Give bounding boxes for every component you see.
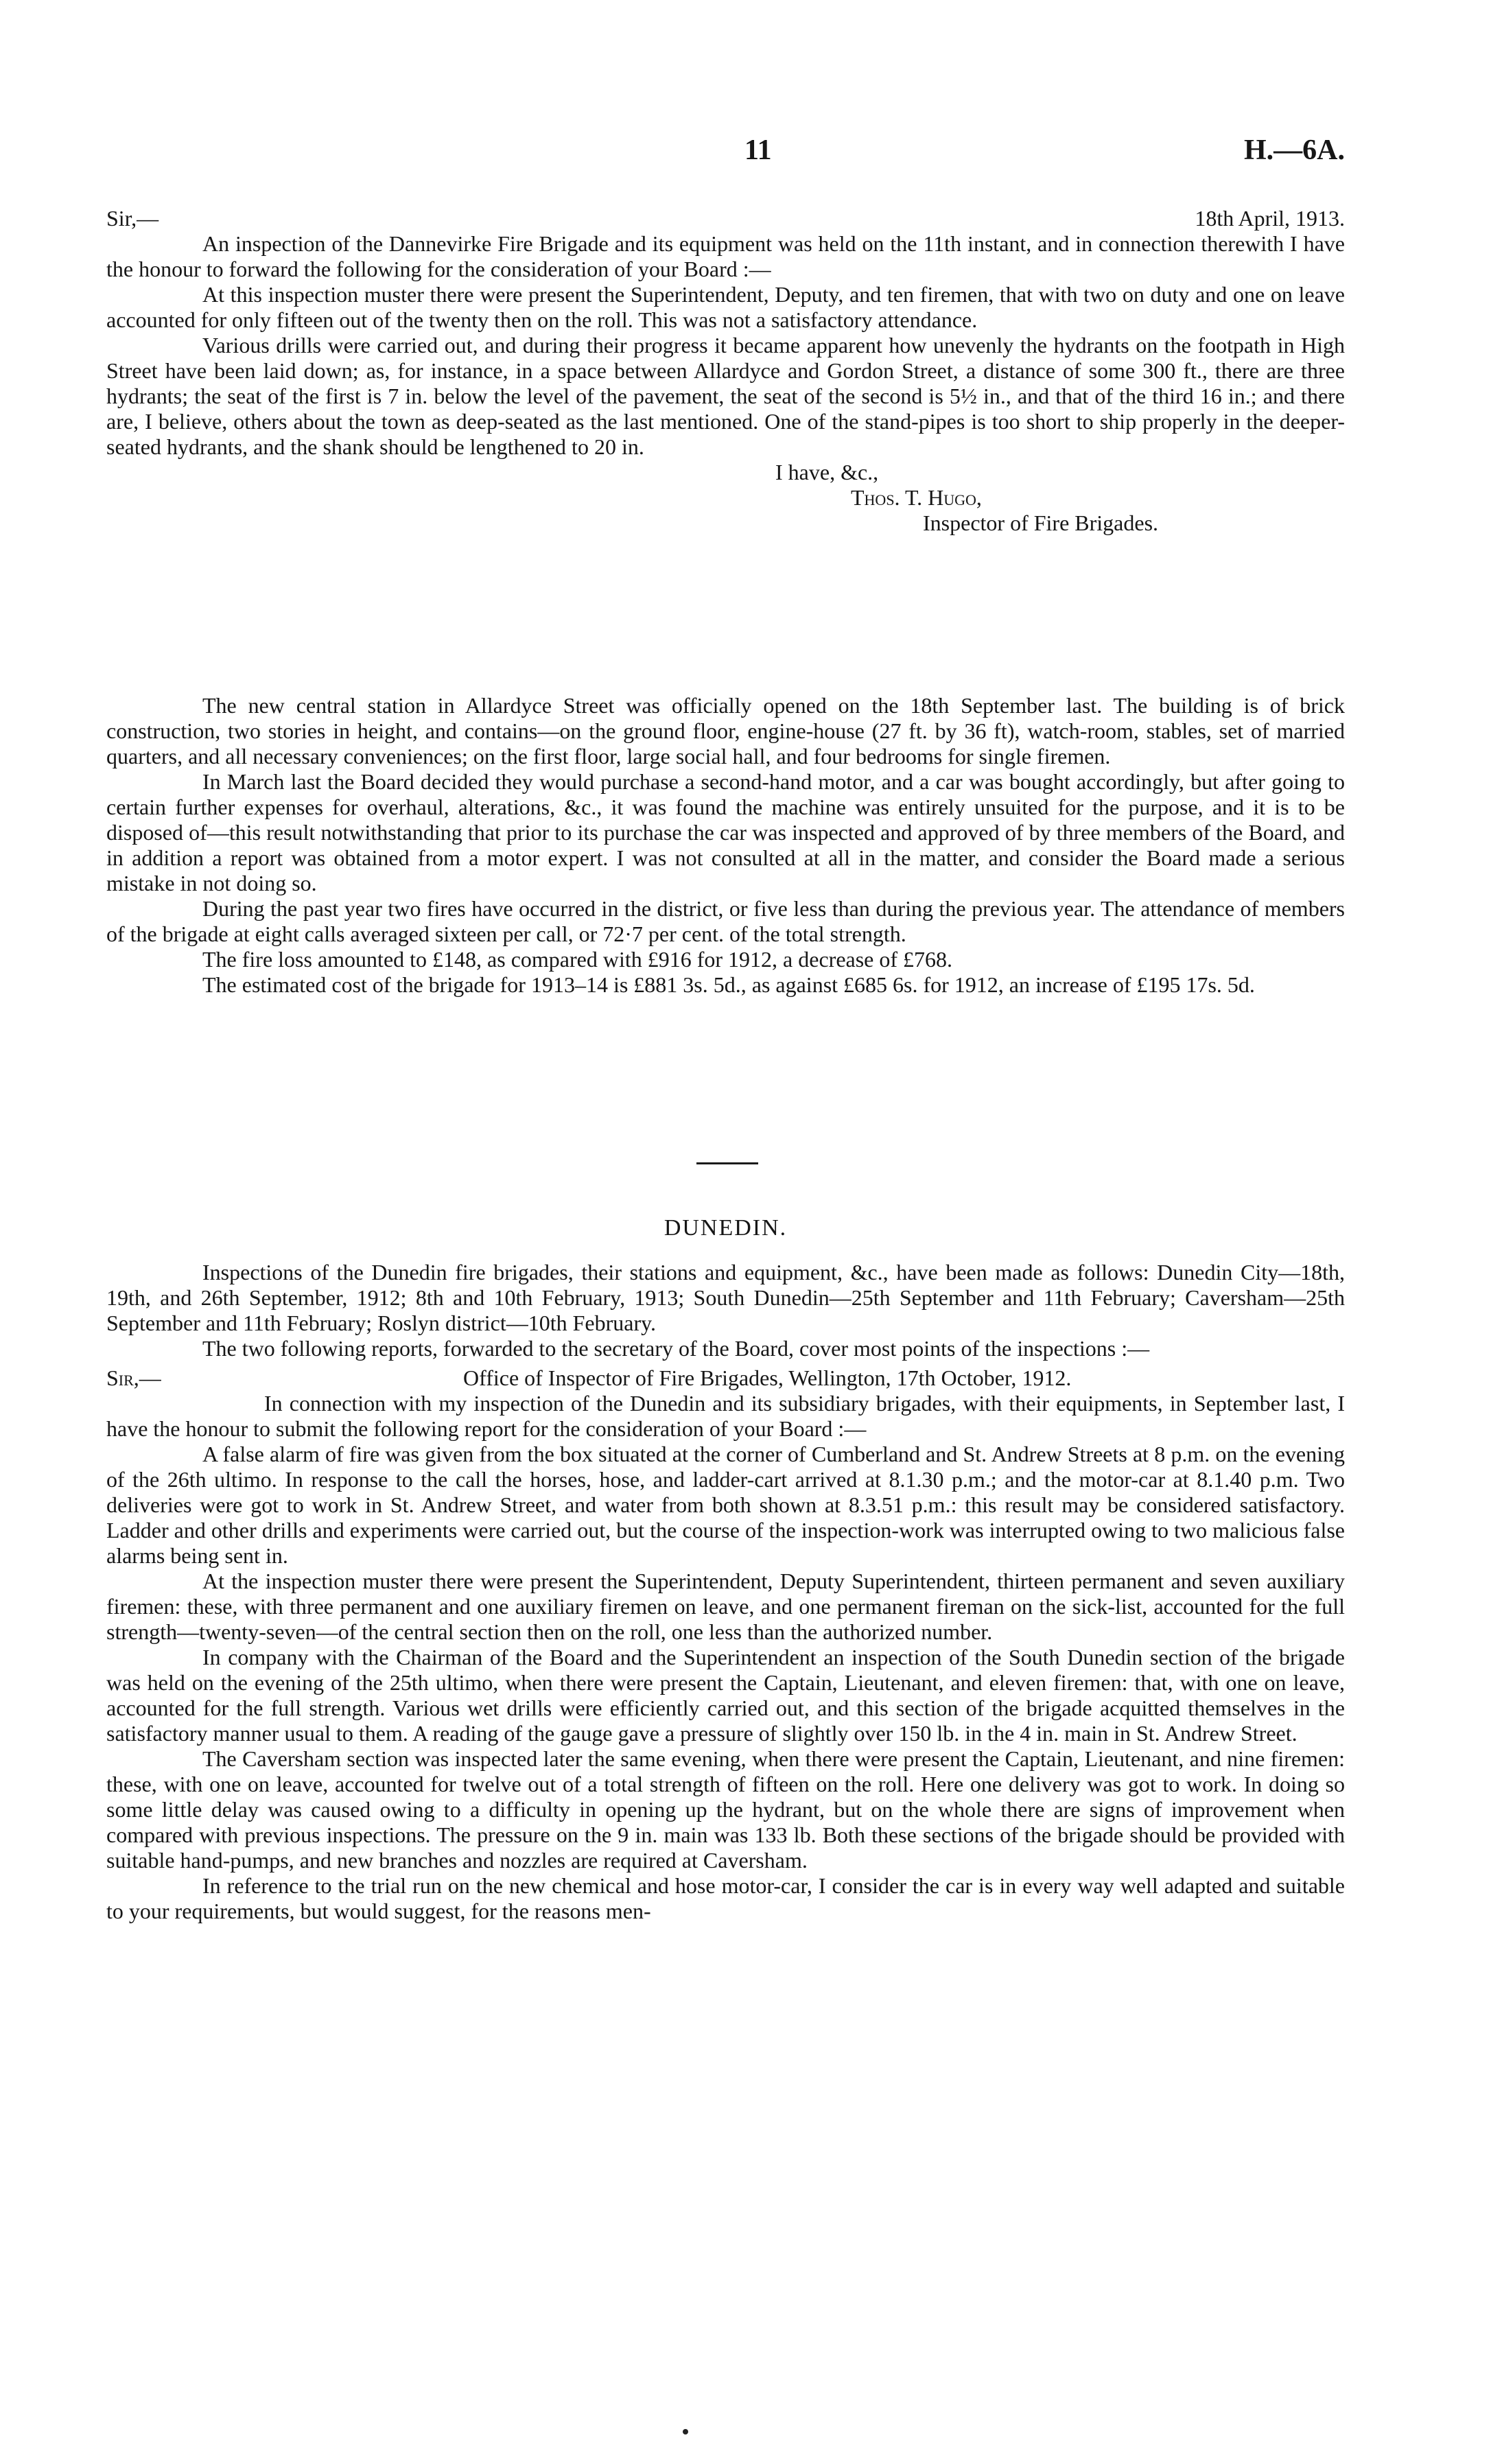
signature-name: Thos. T. Hugo, bbox=[851, 485, 982, 510]
document-reference: H.—6A. bbox=[1244, 134, 1345, 166]
letter-paragraph: An inspection of the Dannevirke Fire Brigade and its equipment was held on the 11th instant, and in connection therewith I have the honour to forward the following for the consideration of your Board :— bbox=[106, 231, 1345, 281]
letter-salutation: Sir,— bbox=[106, 1365, 161, 1390]
letter-paragraph: In connection with my inspection of the Dunedin and its subsidiary brigades, with their equipments, in September last, I have the honour to submit the following report for the consideration of your Board :— bbox=[106, 1391, 1345, 1441]
page-mark bbox=[683, 2429, 688, 2434]
section-divider bbox=[106, 1162, 1345, 1164]
report-paragraph: During the past year two fires have occurred in the district, or five less than during the previous year. The attendance of members of the brigade at eight calls averaged sixteen per call, or 72·7 per cent. of the total strength. bbox=[106, 896, 1345, 946]
report-paragraph: The new central station in Allardyce Street was officially opened on the 18th September last. The building is of brick construction, two stories in height, and contains—on the ground floor, engine-house (27 ft. by 36 ft), watch-room, stables, set of married quarters, and all necessary conveniences; on the first floor, large social hall, and four bedrooms for single firemen. bbox=[106, 693, 1345, 768]
section-heading: DUNEDIN. bbox=[664, 1215, 788, 1241]
letter-paragraph: The Caversham section was inspected later the same evening, when there were present the Captain, Lieutenant, and nine firemen: these, with one on leave, accounted for twelve out of a total strength of fifteen on the roll. Here one delivery was got to work. In doing so some little delay was caused owing to a difficulty in opening up the hydrant, but on the whole there are signs of improvement when compared with previous inspections. The pressure on the 9 in. main was 133 lb. Both these sections of the brigade should be provided with suitable hand-pumps, and new branches and nozzles are required at Caversham. bbox=[106, 1746, 1345, 1873]
letter-salutation: Sir,— bbox=[106, 206, 159, 231]
letter-paragraph: At this inspection muster there were present the Superintendent, Deputy, and ten firemen, that with two on duty and one on leave accounted for only fifteen out of the twenty then on the roll. This was not a satisfactory attendance. bbox=[106, 282, 1345, 332]
report-paragraph: The two following reports, forwarded to the secretary of the Board, cover most points of the inspections :— bbox=[202, 1336, 1150, 1361]
dannevirke-letter bbox=[106, 206, 1345, 536]
letter-date: 18th April, 1913. bbox=[1195, 206, 1345, 231]
divider-rule bbox=[696, 1162, 758, 1164]
report-paragraph: In March last the Board decided they would purchase a second-hand motor, and a car was bought accordingly, but after going to certain further expenses for overhaul, alterations, &c., it was found the machine was entirely unsuited for the purpose, and it is to be disposed of—this result notwithstanding that prior to its purchase the car was inspected and approved of by three members of the Board, and in addition a report was obtained from a motor expert. I was not consulted at all in the matter, and consider the Board made a serious mistake in not doing so. bbox=[106, 769, 1345, 895]
letter-paragraph: In reference to the trial run on the new chemical and hose motor-car, I consider the car is in every way well adapted and suitable to your requirements, but would suggest, for the reasons men- bbox=[106, 1873, 1345, 1923]
page-number: 11 bbox=[744, 134, 772, 166]
report-paragraph: The estimated cost of the brigade for 1913–14 is £881 3s. 5d., as against £685 6s. for 1912, an increase of £195 17s. 5d. bbox=[202, 972, 1255, 997]
report-paragraph: The fire loss amounted to £148, as compared with £916 for 1912, a decrease of £768. bbox=[202, 947, 953, 972]
letter-closing: I have, &c., bbox=[775, 460, 879, 484]
dannevirke-report bbox=[106, 693, 1345, 998]
letter-office-date: Office of Inspector of Fire Brigades, Wellington, 17th October, 1912. bbox=[463, 1365, 1072, 1390]
page-header bbox=[106, 134, 1345, 175]
dunedin-section bbox=[106, 1215, 1345, 1924]
letter-paragraph: In company with the Chairman of the Board and the Superintendent an inspection of the South Dunedin section of the brigade was held on the evening of the 25th ultimo, when there were present the Captain, Lieutenant, and eleven firemen: that, with one on leave, accounted for the full strength. Various wet drills were efficiently carried out, and this section of the brigade acquitted themselves in the satisfactory manner usual to them. A reading of the gauge gave a pressure of slightly over 150 lb. in the 4 in. main in St. Andrew Street. bbox=[106, 1645, 1345, 1746]
letter-paragraph: A false alarm of fire was given from the box situated at the corner of Cumberland and St. Andrew Streets at 8 p.m. on the evening of the 26th ultimo. In response to the call the horses, hose, and ladder-cart arrived at 8.1.30 p.m.; and the motor-car at 8.1.40 p.m. Two deliveries were got to work in St. Andrew Street, and water from both shown at 8.3.51 p.m.: this result may be considered satisfactory. Ladder and other drills and experiments were carried out, but the course of the inspection-work was interrupted owing to two malicious false alarms being sent in. bbox=[106, 1442, 1345, 1568]
letter-paragraph: Various drills were carried out, and during their progress it became apparent how unevenly the hydrants on the footpath in High Street have been laid down; as, for instance, in a space between Allardyce and Gordon Street, a distance of some 300 ft., there are three hydrants; the seat of the first is 7 in. below the level of the pavement, the seat of the second is 5½ in., and that of the third 16 in.; and there are, I believe, others about the town as deep-seated as the last mentioned. One of the stand-pipes is too short to ship properly in the deeper-seated hydrants, and the shank should be lengthened to 20 in. bbox=[106, 333, 1345, 459]
signature-title: Inspector of Fire Brigades. bbox=[923, 511, 1159, 535]
letter-paragraph: At the inspection muster there were present the Superintendent, Deputy Superintendent, thirteen permanent and seven auxiliary firemen: these, with three permanent and one auxiliary firemen on leave, and one permanent fireman on the sick-list, accounted for the full strength—twenty-seven—of the central section then on the roll, one less than the authorized number. bbox=[106, 1569, 1345, 1644]
report-paragraph: Inspections of the Dunedin fire brigades, their stations and equipment, &c., have been made as follows: Dunedin City—18th, 19th, and 26th September, 1912; 8th and 10th February, 1913; South Dunedin—25th September and 11th February; Caversham—25th September and 11th February; Roslyn district—10th February. bbox=[106, 1260, 1345, 1335]
